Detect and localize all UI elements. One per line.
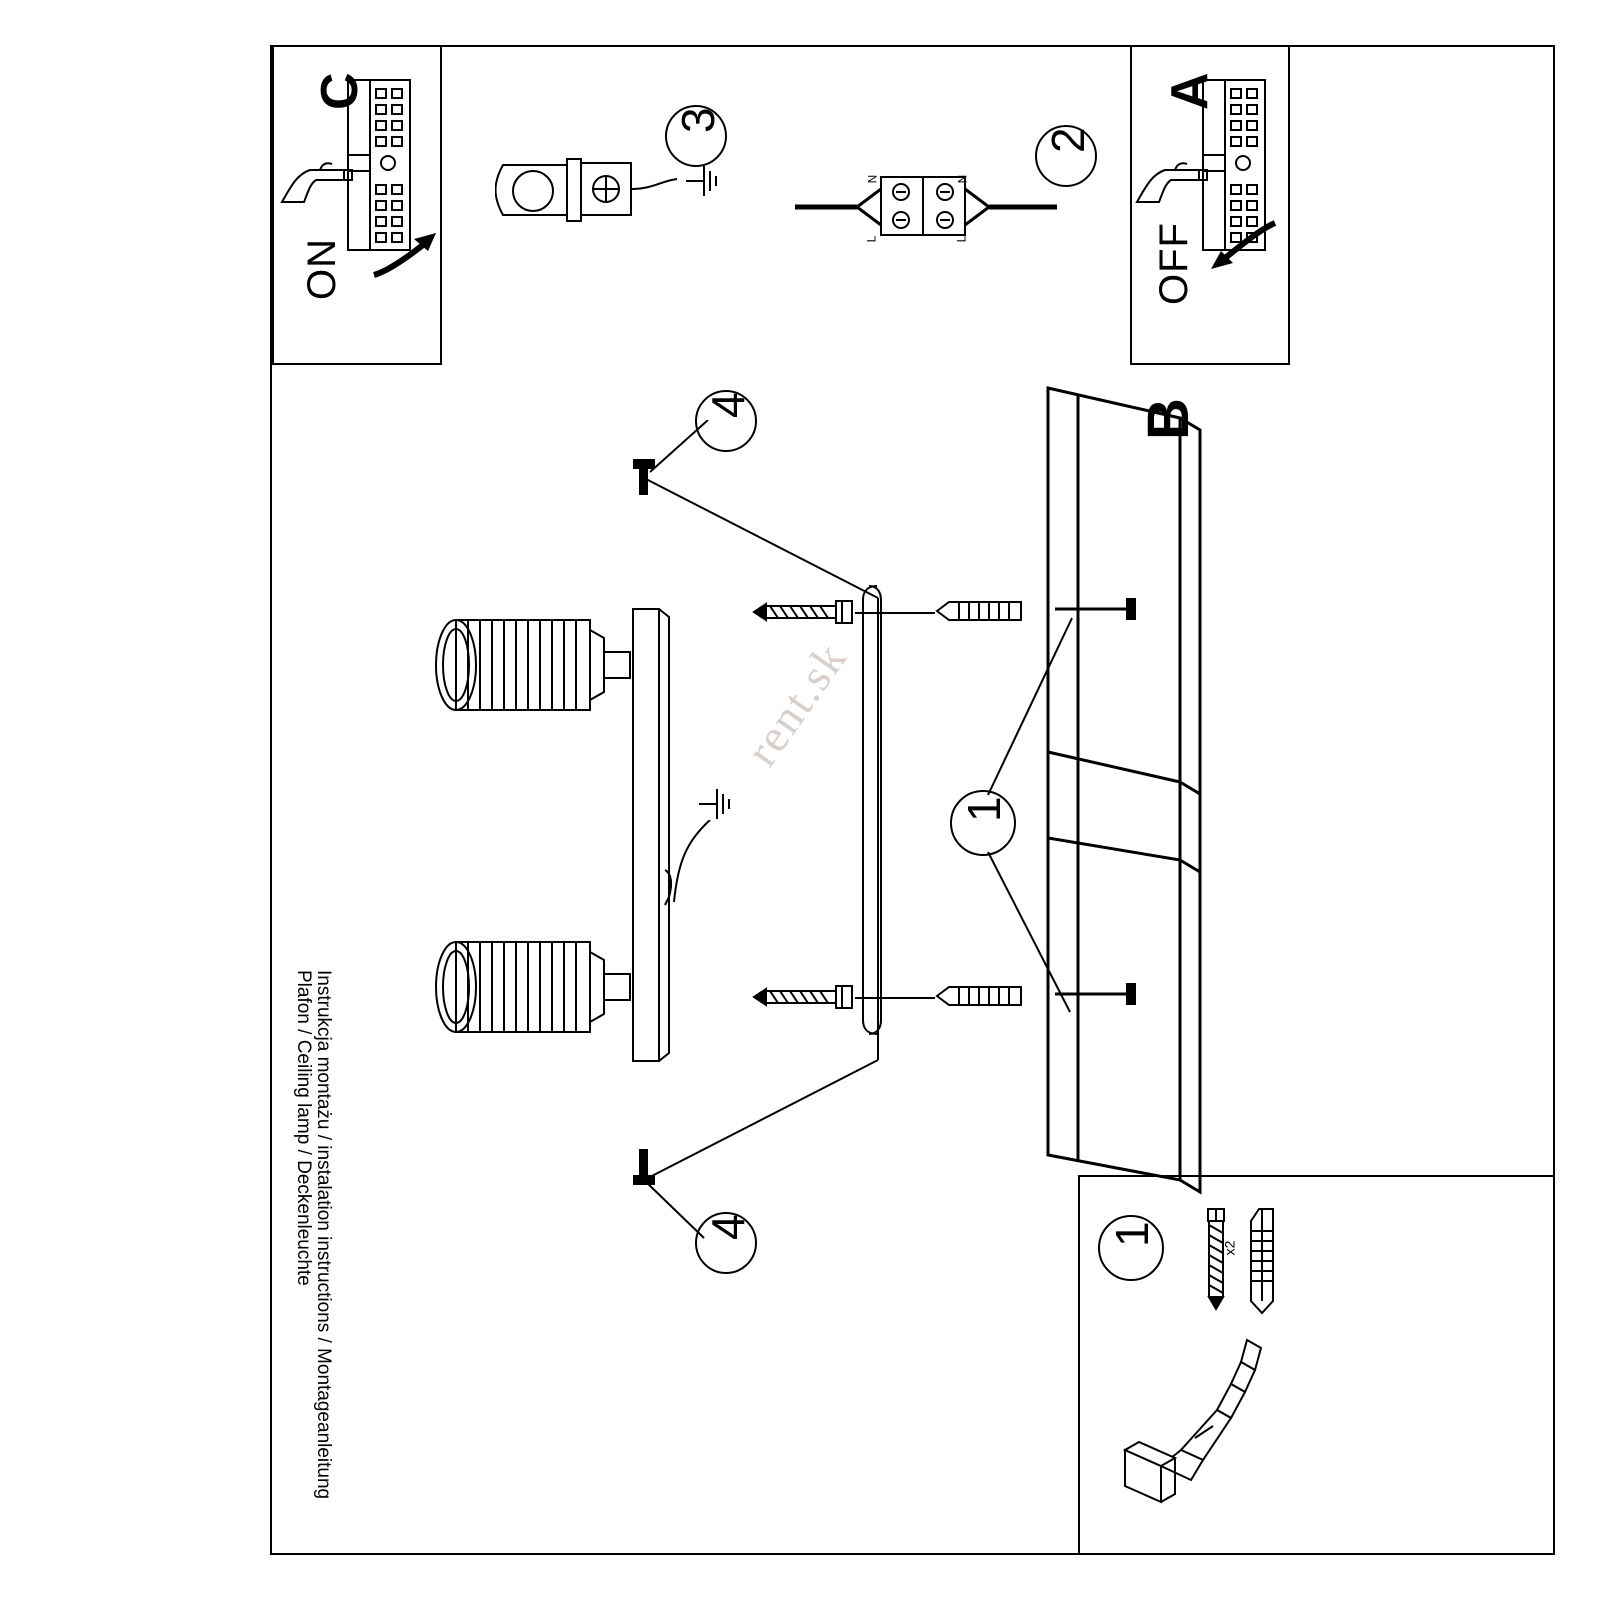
curved-arrow-up-icon — [370, 225, 440, 285]
earth-leader-line — [668, 820, 718, 910]
wall-plug-upper-icon — [935, 598, 1025, 624]
terminal-mark-right-l: L — [954, 235, 969, 243]
panel-a-letter: A — [1161, 72, 1219, 110]
terminal-mark-left-n: N — [865, 174, 880, 184]
panel-c-letter: C — [311, 72, 369, 110]
callout-4-bottom-label: 4 — [702, 1214, 755, 1240]
terminal-mark-right-n: N — [955, 174, 970, 184]
lamp-head-lower-icon — [418, 930, 638, 1045]
bolt-lower-icon — [1055, 980, 1145, 1008]
lamp-head-upper-icon — [418, 608, 638, 723]
panel-b-letter: B — [1136, 398, 1201, 440]
terminal-mark-left-l: L — [864, 235, 879, 243]
title-block — [293, 970, 360, 1530]
curved-arrow-down-icon — [1205, 215, 1280, 280]
title-line-1: Instrukcja montażu / instalation instructions / Montageanleitung — [313, 970, 334, 1500]
callout-3-label: 3 — [672, 107, 725, 133]
bolt-upper-icon — [1055, 595, 1145, 623]
hand-c-icon — [280, 140, 360, 220]
panel-a-off-label: OFF — [1152, 222, 1196, 305]
wall-plug-lower-icon — [935, 983, 1025, 1009]
callout-1-parts-label: 1 — [1106, 1221, 1159, 1247]
watermark: rent.sk — [735, 632, 857, 775]
parts-wall-plug-icon — [1245, 1205, 1279, 1315]
callout-1-parts — [1098, 1215, 1164, 1281]
earth-symbol-icon — [682, 160, 722, 202]
callout-1-leaders — [940, 600, 1140, 1030]
callout-1-b-label: 1 — [958, 796, 1011, 822]
hand-a-icon — [1135, 140, 1215, 220]
callout-2-label: 2 — [1042, 127, 1095, 153]
parts-quantity-label: x2 — [1221, 1240, 1238, 1256]
title-line-2: Plafon / Ceiling lamp / Deckenleuchte — [293, 970, 314, 1286]
panel-c-on-label: ON — [300, 238, 344, 300]
drill-icon — [1095, 1330, 1285, 1510]
callout-4-top-label: 4 — [702, 392, 755, 418]
parts-screw-icon — [1200, 1205, 1232, 1315]
terminal-block-icon — [795, 165, 1060, 245]
